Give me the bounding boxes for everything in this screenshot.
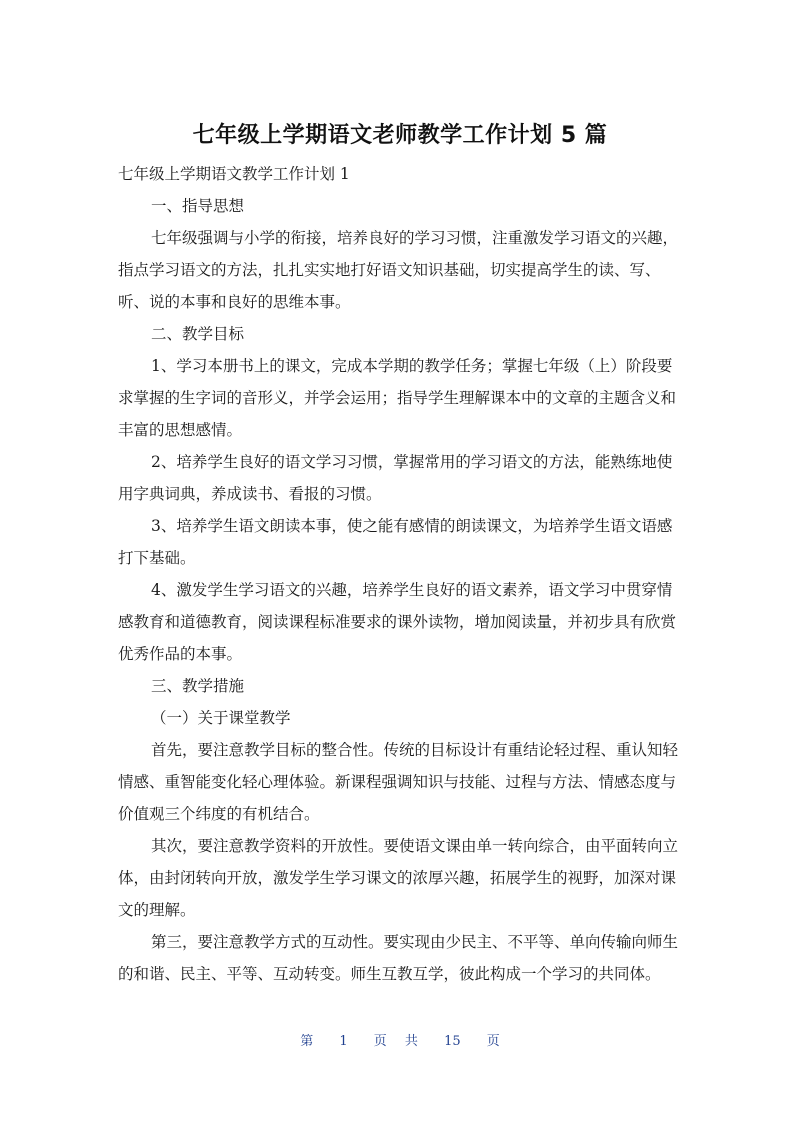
paragraph: 其次，要注意教学资料的开放性。要使语文课由单一转向综合，由平面转向立体，由封闭转向开放，激发学生学习课文的浓厚兴趣，拓展学生的视野，加深对课文的理解。 [118, 837, 679, 919]
paragraph: 七年级强调与小学的衔接，培养良好的学习习惯，注重激发学习语文的兴趣，指点学习语文的方法，扎扎实实地打好语文知识基础，切实提高学生的读、写、听、说的本事和良好的思维本事。 [118, 229, 679, 311]
paragraph: 首先，要注意教学目标的整合性。传统的目标设计有重结论轻过程、重认知轻情感、重智能变化轻心理体验。新课程强调知识与技能、过程与方法、情感态度与价值观三个纬度的有机结合。 [118, 741, 679, 823]
heading-guiding-ideology: 一、指导思想 [151, 197, 245, 215]
footer-prefix: 第 [300, 1034, 314, 1049]
footer-total-pages: 15 [444, 1034, 461, 1049]
section-subtitle: 七年级上学期语文教学工作计划 1 [118, 165, 350, 183]
footer-suffix: 页 [486, 1034, 500, 1049]
paragraph: 2、培养学生良好的语文学习习惯，掌握常用的学习语文的方法，能熟练地使用字典词典，养成读书、看报的习惯。 [118, 453, 673, 503]
paragraph: 第三，要注意教学方式的互动性。要实现由少民主、不平等、单向传输向师生的和谐、民主、平等、互动转变。师生互教互学，彼此构成一个学习的共同体。 [118, 933, 679, 983]
document-title: 七年级上学期语文老师教学工作计划 5 篇 [192, 123, 608, 148]
document-body [118, 158, 684, 990]
footer-middle: 页 共 [373, 1034, 418, 1049]
paragraph: 4、激发学生学习语文的兴趣，培养学生良好的语文素养，语文学习中贯穿情感教育和道德教育，阅读课程标准要求的课外读物，增加阅读量，并初步具有欣赏优秀作品的本事。 [118, 581, 677, 663]
page-footer [0, 1030, 800, 1049]
heading-teaching-goals: 二、教学目标 [151, 325, 245, 343]
footer-current-page: 1 [339, 1034, 348, 1049]
paragraph: 1、学习本册书上的课文，完成本学期的教学任务；掌握七年级（上）阶段要求掌握的生字词的音形义，并学会运用；指导学生理解课本中的文章的主题含义和丰富的思想感情。 [118, 357, 677, 439]
subheading-classroom-teaching: （一）关于课堂教学 [151, 709, 291, 727]
heading-teaching-measures: 三、教学措施 [151, 677, 245, 695]
paragraph: 3、培养学生语文朗读本事，使之能有感情的朗读课文，为培养学生语文语感打下基础。 [118, 517, 673, 567]
